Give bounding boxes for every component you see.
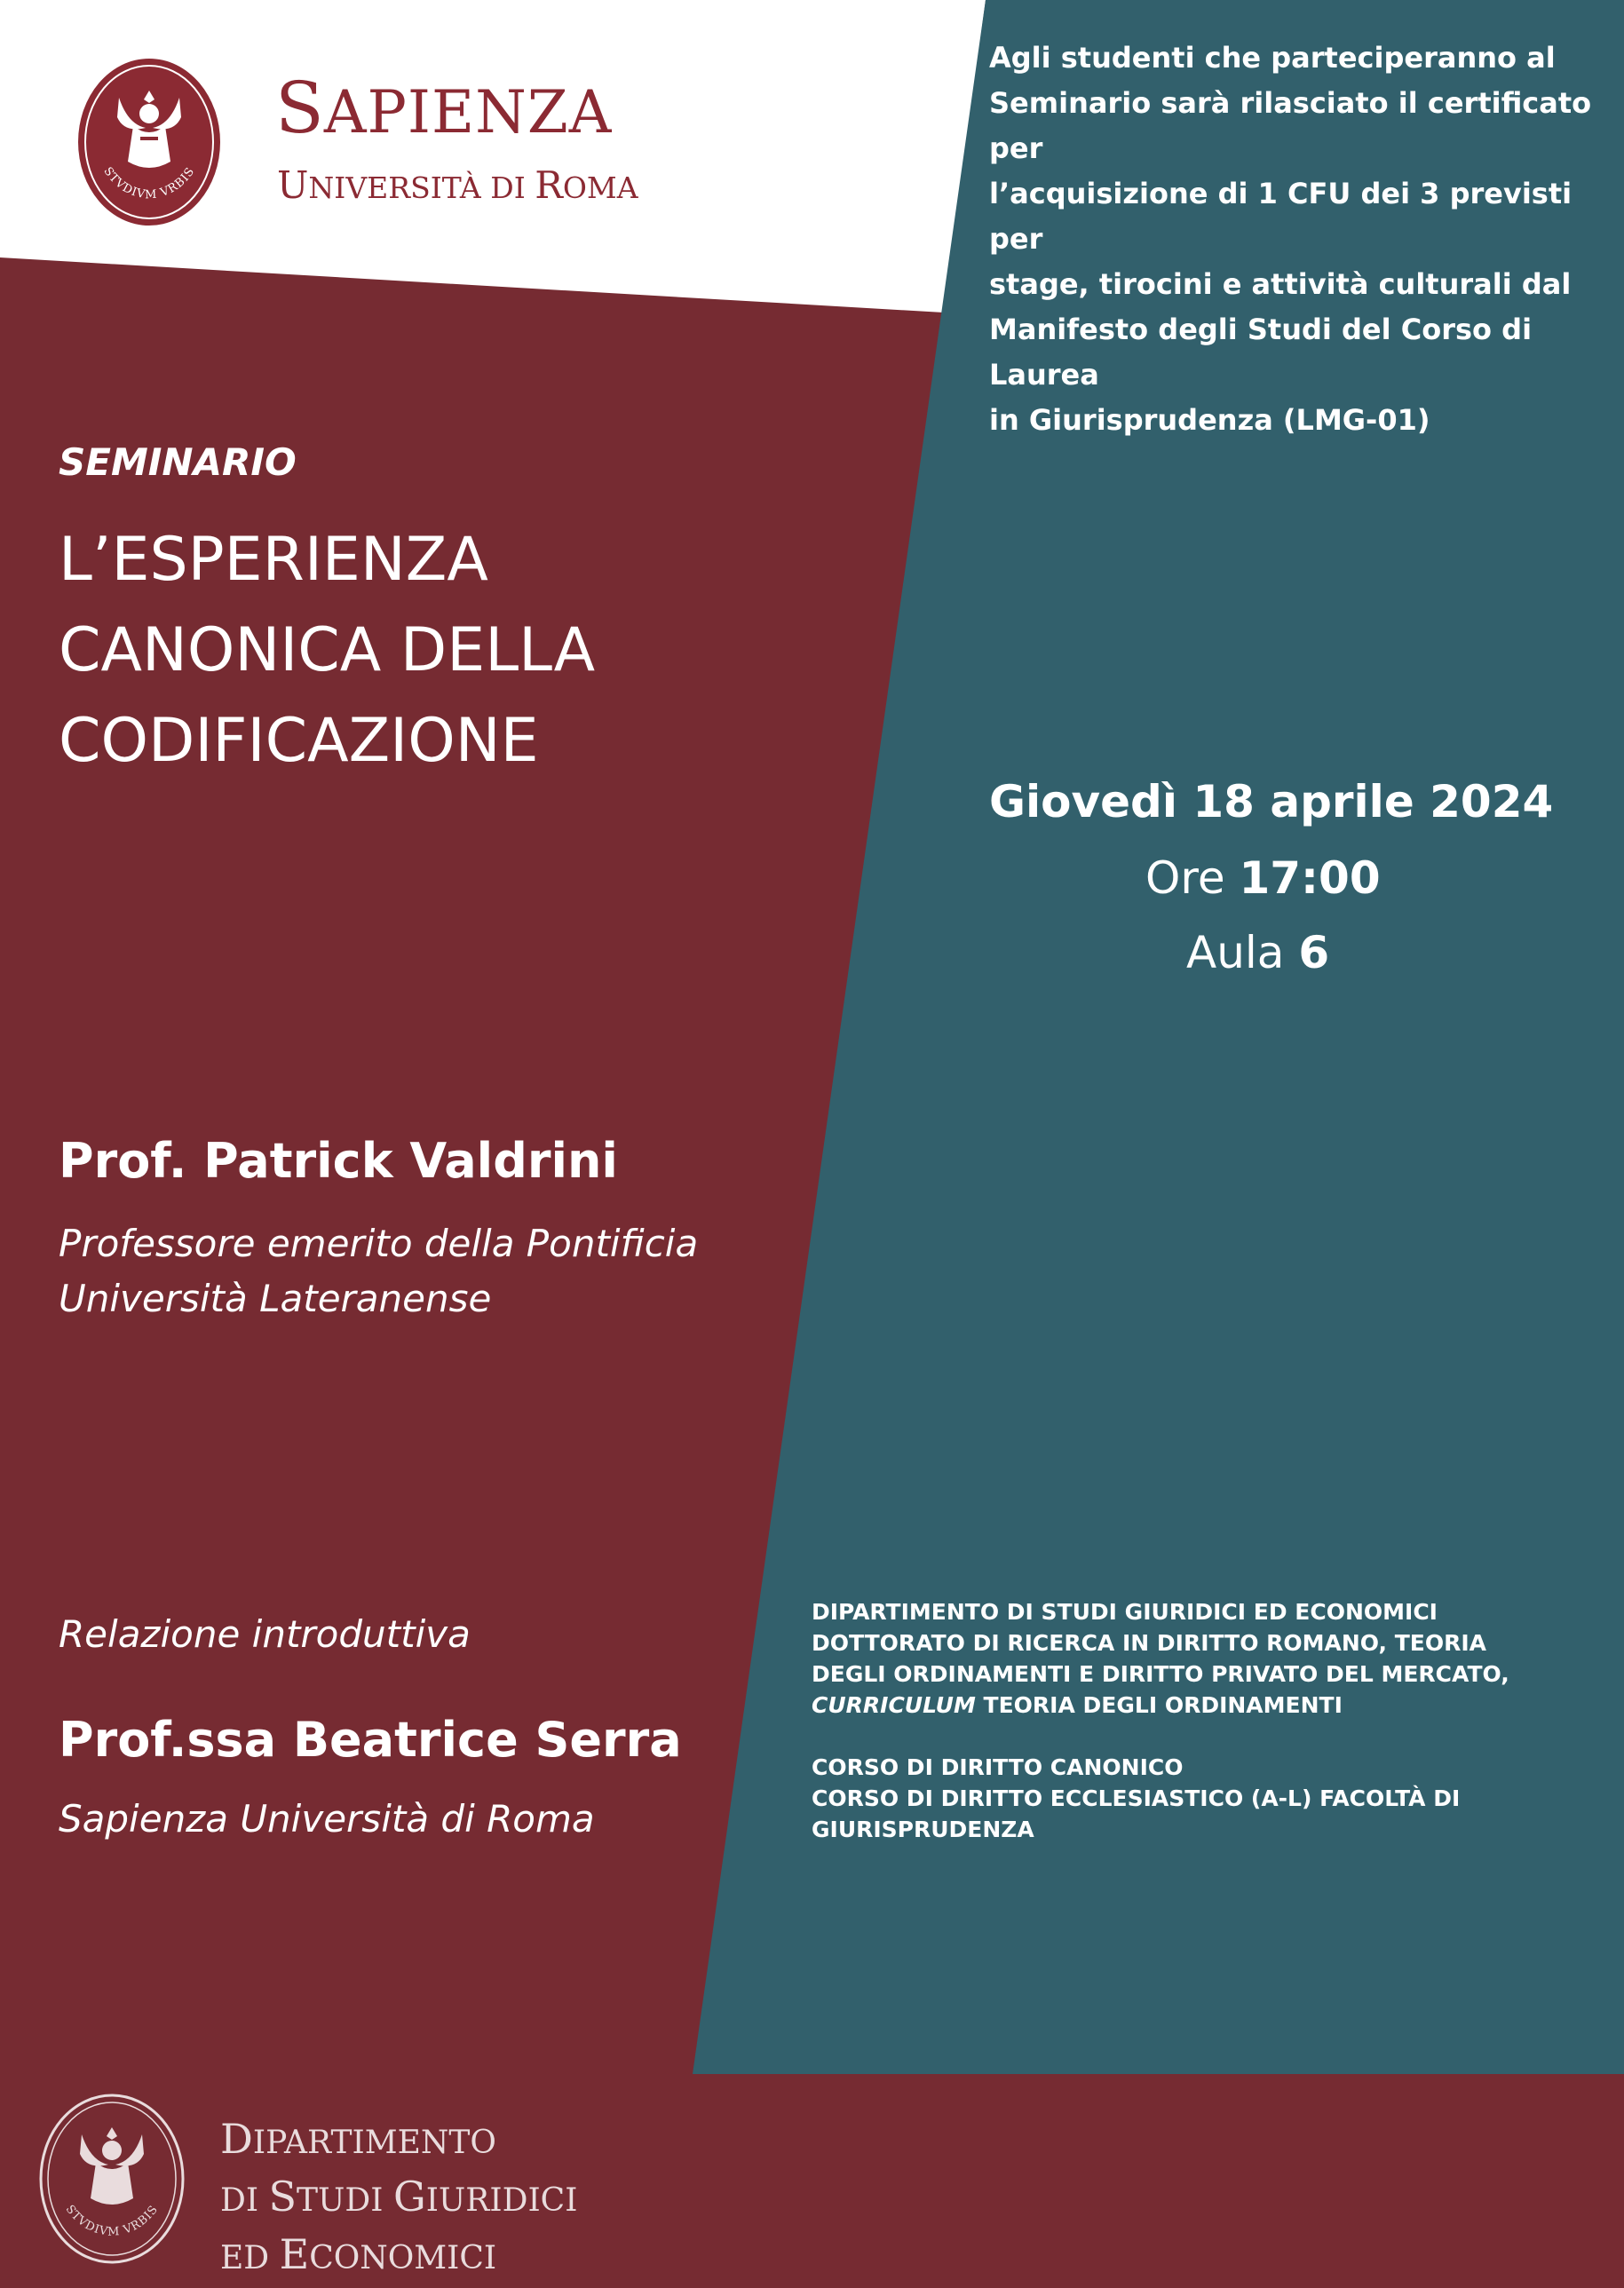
department-seal-logo	[36, 2092, 188, 2266]
sapienza-seal-logo	[75, 55, 224, 229]
department-name: DIPARTIMENTO DI STUDI GIURIDICI ED ECONOMICI	[220, 2115, 578, 2278]
organizers-block: DIPARTIMENTO DI STUDI GIURIDICI ED ECONOMICI DOTTORATO DI RICERCA IN DIRITTO ROMANO, TEORIA DEGLI ORDINAMENTI E DIRITTO PRIVATO DEL MERCATO, CURRICULUM TEORIA DEGLI ORDINAMENTI CORSO DI DIRITTO CANONICO CORSO DI DIRITTO ECCLESIASTICO (A-L) FACOLTÀ DI GIURISPRUDENZA	[812, 1599, 1509, 1842]
svg-text:STVDIVM VRBIS: STVDIVM VRBIS	[62, 2203, 162, 2239]
university-name: SAPIENZA	[275, 67, 613, 149]
cfu-notice: Agli studenti che parteciperanno al Seminario sarà rilasciato il certificato per l’acquisizione di 1 CFU dei 3 previsti per stage, tirocini e attività culturali dal Manifesto degli Studi del Corso di Laurea in Giurisprudenza (LMG-01)	[989, 41, 1592, 437]
university-subtitle: UNIVERSITÀ DI ROMA	[277, 163, 638, 207]
seminar-label: SEMINARIO	[59, 440, 297, 484]
seminar-title: L’ESPERIENZA CANONICA DELLA CODIFICAZIONE	[59, 525, 596, 776]
intro-speaker-affiliation: Sapienza Università di Roma	[59, 1797, 595, 1841]
event-time: Ore 17:00	[1145, 852, 1381, 904]
speaker-name: Prof. Patrick Valdrini	[59, 1133, 618, 1189]
speaker-role: Professore emerito della Pontificia Università Lateranense	[59, 1222, 699, 1320]
intro-label: Relazione introduttiva	[59, 1612, 471, 1656]
intro-speaker-name: Prof.ssa Beatrice Serra	[59, 1712, 682, 1768]
event-date: Giovedì 18 aprile 2024	[989, 776, 1554, 827]
svg-text:STVDIVM VRBIS: STVDIVM VRBIS	[100, 164, 198, 202]
event-room: Aula 6	[1186, 927, 1330, 978]
